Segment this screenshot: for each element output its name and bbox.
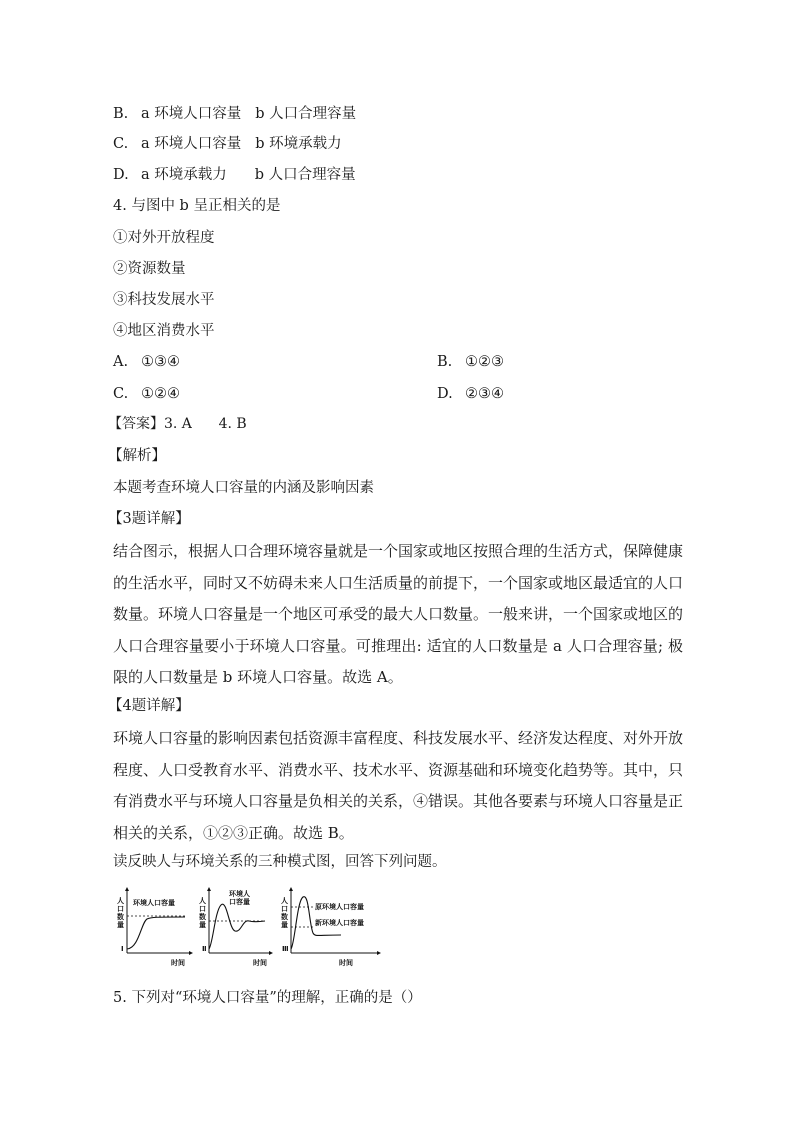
original-capacity-label: 原环境人口容量 xyxy=(315,903,364,911)
q3-option-b[interactable] xyxy=(113,104,356,124)
option-text: ①③④ xyxy=(141,354,180,370)
capacity-label: 环境人口容量 xyxy=(133,899,175,907)
option-letter: A. xyxy=(113,354,129,370)
new-capacity-label: 新环境人口容量 xyxy=(315,919,364,927)
q4-detail-text: 环境人口容量的影响因素包括资源丰富程度、科技发展水平、经济发达程度、对外开放程度、人口受教育水平、消费水平、技术水平、资源基础和环境变化趋势等。其中，只有消费水平与环境人口容量是负相关的关系，④错误。其他各要素与环境人口容量是正相关的关系，①②③正确。故选 B。 xyxy=(113,729,684,842)
y-label-char: 人 xyxy=(281,897,288,905)
panel-2 xyxy=(199,889,271,967)
read-instruction: 读反映人与环境关系的三种模式图，回答下列问题。 xyxy=(113,854,447,870)
option-a-text: a 环境人口容量 xyxy=(141,106,242,122)
y-label-char: 量 xyxy=(117,921,124,929)
panel-number: Ⅲ xyxy=(282,945,289,953)
y-label-char: 口 xyxy=(117,905,124,913)
capacity-label-line1: 环境人 xyxy=(229,890,250,898)
q4-option-a[interactable] xyxy=(113,352,180,372)
x-label: 时间 xyxy=(339,959,353,967)
q5-stem: 5. 下列对“环境人口容量”的理解，正确的是（） xyxy=(113,990,422,1006)
q4-option-d[interactable] xyxy=(437,384,504,404)
option-letter: D. xyxy=(113,167,129,183)
option-b-text: b 人口合理容量 xyxy=(255,106,357,122)
answer-text: 3. A 4. B xyxy=(164,416,247,432)
q4-item-4: ④地区消费水平 xyxy=(113,323,215,339)
q4-stem: 4. 与图中 b 呈正相关的是 xyxy=(113,198,281,214)
q3-option-c[interactable] xyxy=(113,134,342,154)
answer-tag: 【答案】 xyxy=(108,416,164,432)
option-letter: C. xyxy=(113,386,129,402)
x-label: 时间 xyxy=(253,959,267,967)
y-label-char: 数 xyxy=(117,913,124,921)
population-curve xyxy=(127,917,185,949)
panel-3 xyxy=(281,889,379,967)
y-label-char: 量 xyxy=(199,921,206,929)
x-label: 时间 xyxy=(171,959,185,967)
option-letter: B. xyxy=(437,354,453,370)
q3-detail-text: 结合图示，根据人口合理环境容量就是一个国家或地区按照合理的生活方式，保障健康的生活水平，同时又不妨碍未来人口生活质量的前提下，一个国家或地区最适宜的人口数量。环境人口容量是一个地区可承受的最大人口数量。一般来讲，一个国家或地区的人口合理容量要小于环境人口容量。可推理出: 适宜的人口数量是 a 人口合理容量; 极限的人口数量是 b 环境人口容量。故选 A。 xyxy=(113,542,684,686)
capacity-label-line2: 口容量 xyxy=(229,898,250,906)
y-label-char: 口 xyxy=(199,905,206,913)
q4-detail-tag: 【4题详解】 xyxy=(108,698,190,714)
q4-item-3: ③科技发展水平 xyxy=(113,292,215,308)
q4-option-c[interactable] xyxy=(113,384,180,404)
y-label-char: 口 xyxy=(281,905,288,913)
q4-option-b[interactable] xyxy=(437,352,504,372)
option-b-text: b 环境承载力 xyxy=(255,136,342,152)
q4-item-2: ②资源数量 xyxy=(113,261,186,277)
option-a-text: a 环境承载力 xyxy=(141,167,227,183)
option-letter: D. xyxy=(437,386,453,402)
answer-line xyxy=(108,414,247,434)
analysis-intro: 本题考查环境人口容量的内涵及影响因素 xyxy=(113,480,374,496)
y-label-char: 人 xyxy=(117,897,124,905)
q4-item-1: ①对外开放程度 xyxy=(113,230,215,246)
y-label-char: 人 xyxy=(199,897,206,905)
q3-option-d[interactable] xyxy=(113,165,356,185)
panel-number: Ⅰ xyxy=(121,945,124,953)
population-curve xyxy=(209,904,265,949)
option-letter: C. xyxy=(113,136,129,152)
option-a-text: a 环境人口容量 xyxy=(141,136,242,152)
y-label-char: 数 xyxy=(199,913,206,921)
analysis-tag: 【解析】 xyxy=(108,448,166,464)
y-label-char: 数 xyxy=(281,913,288,921)
option-text: ①②④ xyxy=(141,386,180,402)
option-text: ①②③ xyxy=(465,354,504,370)
population-environment-figure xyxy=(113,883,383,973)
panel-number: Ⅱ xyxy=(202,945,207,953)
option-letter: B. xyxy=(113,106,129,122)
option-text: ②③④ xyxy=(465,386,504,402)
y-label-char: 量 xyxy=(281,921,288,929)
q3-detail-tag: 【3题详解】 xyxy=(108,511,190,527)
option-b-text: b 人口合理容量 xyxy=(254,167,356,183)
panel-1 xyxy=(117,889,191,967)
